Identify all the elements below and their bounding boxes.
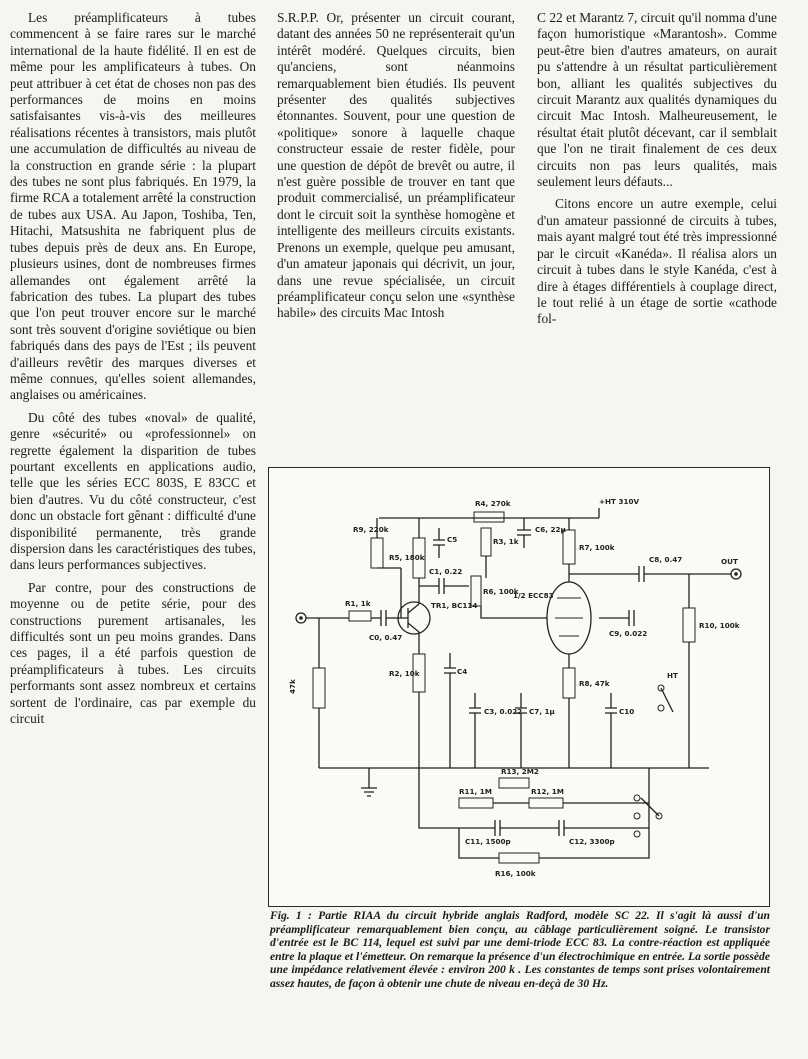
text-column-2	[277, 10, 515, 328]
capacitor-c9	[629, 610, 634, 626]
input-jack-center	[299, 616, 303, 620]
resistor-r4	[474, 512, 504, 522]
paragraph: Du côté des tubes «noval» de qualité, genre «sécurité» ou «professionnel» on regrette également la disparition de tubes pourtant excellents en applications audio, telle que les séries ECC 803S, E 83CC et bien d'autres. Vu du côté constructeur, c'est donc un obstacle fort gênant : difficulté d'une disponibilité permanente, très grande dispersion dans les caractéristiques des tubes, dans leurs performances subjectives.	[10, 409, 256, 573]
r4-label: R4, 270k	[475, 499, 511, 508]
r13-label: R13, 2M2	[501, 767, 539, 776]
r8-label: R8, 47k	[579, 679, 610, 688]
switch-contact	[658, 705, 664, 711]
paragraph: Citons encore un autre exemple, celui d'un amateur passionné de circuits à tubes, mais ayant malgré tout été très impressionné par le circuit «Kanéda». Il réalisa alors un circuit à tubes dans le style Kanéda, c'est à dire à étages différentiels à couplage direct, le tout relié à un étage de sortie «cathode fol-	[537, 196, 777, 327]
c11-label: C11, 1500p	[465, 837, 511, 846]
c5-label: C5	[447, 535, 458, 544]
figure-caption: Fig. 1 : Partie RIAA du circuit hybride anglais Radford, modèle SC 22. Il s'agit là aussi d'un préamplificateur remarquablement bien conçu, au câblage particulièrement soigné. Le transistor d'entrée est le BC 114, lequel est suivi par une demi-triode ECC 83. La contre-réaction est appliquée entre la plaque et l'émetteur. On remarque la présence d'un électrochimique en entrée. La sortie possède une impédance relativement élevée : environ 200 k . Les constantes de temps sont prises volontairement assez hautes, de façon à obtenir une chute de niveau en-deçà de 30 Hz.	[270, 909, 770, 990]
tr1-label: TR1, BC114	[431, 601, 478, 610]
c1-label: C1, 0.22	[429, 567, 463, 576]
capacitor-ca	[444, 653, 456, 688]
paragraph: C 22 et Marantz 7, circuit qu'il nomma d'une façon humoristique «Marantosh». Comme peut-être bien d'autres amateurs, on aurait pu s'attendre à un résultat particulièrement bon, alliant les qualités subjectives du circuit Marantz aux qualités dynamiques du circuit Mac Intosh. Malheureusement, le résultat était plutôt décevant, car il semblait que l'on ne tirait finalement de ces deux circuits non pas leurs qualités, mais seulement leurs défauts...	[537, 10, 777, 190]
resistor-r3	[481, 528, 491, 556]
r6-label: R6, 100k	[483, 587, 519, 596]
resistor-r12	[529, 798, 563, 808]
text-column-3	[537, 10, 777, 334]
r12-label: R12, 1M	[531, 787, 564, 796]
selector-switch-2-icon[interactable]	[641, 798, 659, 816]
ca-label: C4	[457, 667, 468, 676]
switch-contact	[634, 831, 640, 837]
r3-label: R3, 1k	[493, 537, 519, 546]
c3-label: C3, 0.022	[484, 707, 523, 716]
paragraph: Par contre, pour des constructions de moyenne ou de petite série, pour des constructions purement artisanales, les difficultés sont un peu moins grandes. Dans ces pages, il a été parfois question de préamplificateurs à tubes. Les circuits performants sont assez nombreux et certains sortent de l'ordinaire, cas par exemple du circuit	[10, 579, 256, 727]
output-jack-center	[734, 572, 738, 576]
r2-label: R2, 10k	[389, 669, 420, 678]
capacitor-c0	[381, 610, 386, 626]
resistor-r7	[563, 530, 575, 564]
switch-contact	[634, 813, 640, 819]
paragraph: Les préamplificateurs à tubes commencent à se faire rares sur le marché international de la haute fidélité. Il en est de même pour les amplificateurs à tubes. On peut attribuer à cet état de choses non pas des performances de moins en moins satisfaisantes vis-à-vis des meilleures réalisations récentes à transistors, mais plutôt une accumulation de difficultés au niveau de la construction en grande série : la plupart des tubes ne sont plus fabriqués. En 1979, la firme RCA a totalement arrêté la construction de tubes aux USA. Au Japon, Toshiba, Ten, Hitachi, Matsushita ne fabriquent plus de tubes depuis près de deux ans. En Europe, plusieurs usines, dont de nombreuses firmes allemandes ont également arrêté la fabrication des tubes. La plupart des tubes que l'on peut trouver encore sur le marché sont très souvent d'origine soviétique ou bien fabriqués dans des pays de l'Est ; ils peuvent d'ailleurs revêtir des marques diverses et même connues, qu'elles soient allemandes, anglaises ou américaines.	[10, 10, 256, 403]
c8-label: C8, 0.47	[649, 555, 683, 564]
switch-contact	[634, 795, 640, 801]
capacitor-c8	[639, 566, 644, 582]
ground-icon	[361, 768, 377, 796]
resistor-r8	[563, 668, 575, 698]
r14-label: 47k	[288, 679, 297, 694]
supply-label: +HT 310V	[599, 497, 640, 506]
c7-label: C7, 1μ	[529, 707, 555, 716]
capacitor-c3	[469, 693, 481, 728]
r9-label: R9, 220k	[353, 525, 389, 534]
resistor-47k	[313, 668, 325, 708]
r7-label: R7, 100k	[579, 543, 615, 552]
r5-label: R5, 180k	[389, 553, 425, 562]
paragraph: S.R.P.P. Or, présenter un circuit courant, datant des années 50 ne représenterait qu'un intérêt modéré. Quelques circuits, bien qu'anciens, sont néanmoins remarquablement bien étudiés. Ils peuvent présenter des qualités subjectives étonnantes. Souvent, pour une question de «politique» sonore à laquelle chaque constructeur essaie de rester fidèle, pour une question de dépôt de brevêt ou autre, il n'est guère possible de trouver en tant que produit commercialisé, un préamplificateur dont le circuit soit la synthèse homogène et intelligente des meilleurs circuits existants. Prenons un exemple, quelque peu amusant, d'un amateur japonais qui décrivit, un jour, dans une revue spécialisée, un circuit préamplificateur conçu selon une «synthèse habile» des circuits Mac Intosh	[277, 10, 515, 321]
capacitor-cb	[605, 693, 617, 728]
r11-label: R11, 1M	[459, 787, 492, 796]
capacitor-c5	[433, 528, 445, 558]
capacitor-c11-c12	[459, 820, 649, 836]
circuit-schematic-figure	[268, 467, 770, 907]
selector-switch-icon[interactable]	[661, 688, 673, 712]
r1-label: R1, 1k	[345, 599, 371, 608]
capacitor-c6	[517, 518, 531, 548]
c6-label: C6, 22μ	[535, 525, 566, 534]
resistor-r16	[499, 853, 539, 863]
resistor-r1	[349, 611, 371, 621]
resistor-r13	[499, 778, 529, 788]
c9-label: C9, 0.022	[609, 629, 648, 638]
v1-label: 1/2 ECC83	[513, 591, 554, 600]
schematic-svg	[269, 468, 769, 906]
c12-label: C12, 3300p	[569, 837, 615, 846]
hi-label: HT	[667, 671, 678, 680]
r16-label: R16, 100k	[495, 869, 536, 878]
r10-label: R10, 100k	[699, 621, 740, 630]
text-column-1	[10, 10, 256, 733]
resistor-r11	[459, 798, 493, 808]
resistor-r9	[371, 538, 383, 568]
capacitor-c1	[419, 578, 469, 594]
resistor-r10	[683, 608, 695, 642]
c0-label: C0, 0.47	[369, 633, 403, 642]
cb-label: C10	[619, 707, 635, 716]
out-label: OUT	[721, 557, 738, 566]
